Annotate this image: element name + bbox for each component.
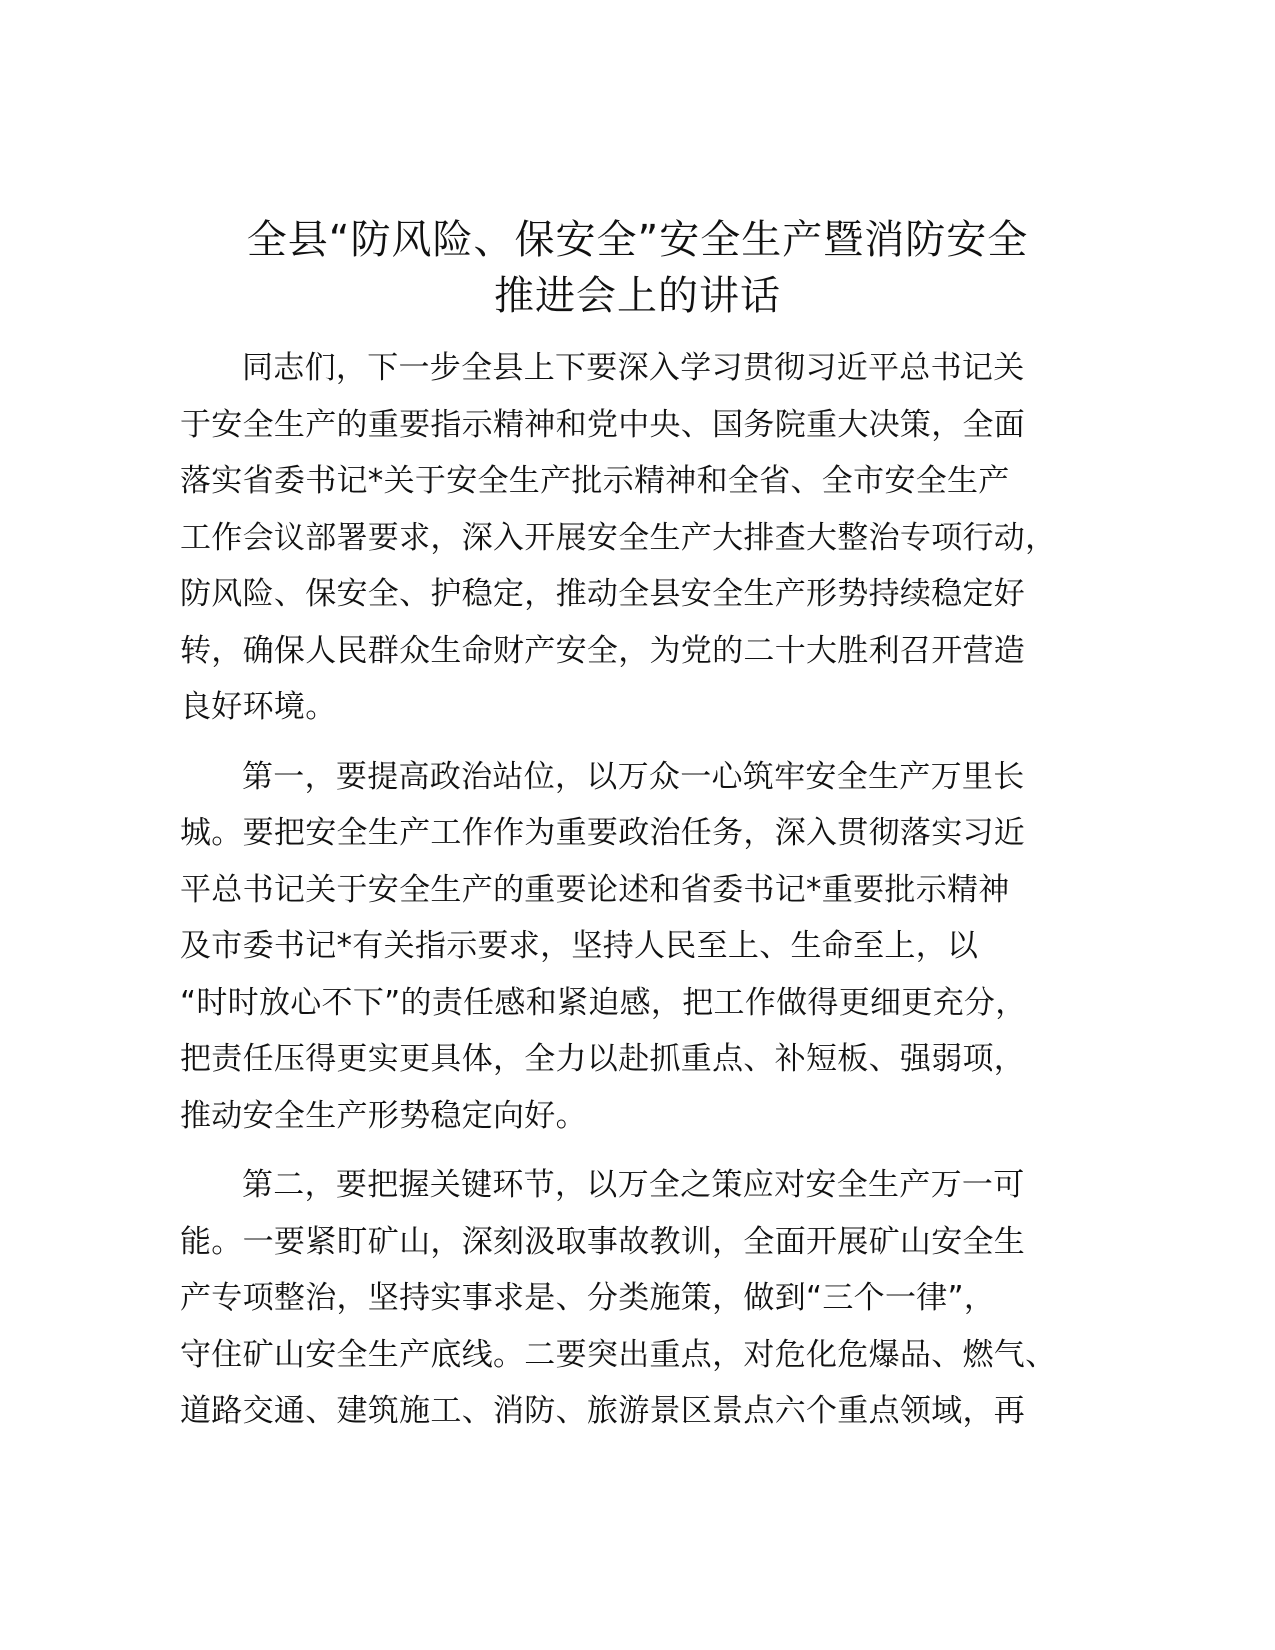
text-line: 同志们，下一步全县上下要深入学习贯彻习近平总书记关 <box>242 350 1025 386</box>
text-line: 能。一要紧盯矿山，深刻汲取事故教训，全面开展矿山安全生 <box>180 1223 1026 1260</box>
paragraph-first-point <box>180 749 1060 1145</box>
text-line: “时时放心不下”的责任感和紧迫感，把工作做得更细更充分， <box>180 984 1027 1021</box>
text-line: 平总书记关于安全生产的重要论述和省委书记*重要批示精神 <box>180 871 1010 908</box>
title-line-1: 全县“防风险、保安全”安全生产暨消防安全 <box>246 217 1029 263</box>
document-title <box>150 212 1125 324</box>
paragraph-second-point <box>180 1157 1060 1440</box>
text-line: 落实省委书记*关于安全生产批示精神和全省、全市安全生产 <box>180 463 1010 499</box>
text-line: 产专项整治，坚持实事求是、分类施策，做到“三个一律”， <box>180 1280 996 1316</box>
text-line: 工作会议部署要求，深入开展安全生产大排查大整治专项行动， <box>180 519 1057 556</box>
text-line: 第一，要提高政治站位，以万众一心筑牢安全生产万里长 <box>242 758 1025 795</box>
text-line: 城。要把安全生产工作作为重要政治任务，深入贯彻落实习近 <box>180 815 1026 851</box>
paragraph-intro <box>180 340 1060 736</box>
text-line: 防风险、保安全、护稳定，推动全县安全生产形势持续稳定好 <box>180 576 1026 612</box>
title-line-2: 推进会上的讲话 <box>494 273 781 319</box>
text-line: 把责任压得更实更具体，全力以赴抓重点、补短板、强弱项， <box>180 1041 1026 1077</box>
text-line: 推动安全生产形势稳定向好。 <box>180 1097 587 1134</box>
text-line: 于安全生产的重要指示精神和党中央、国务院重大决策，全面 <box>180 406 1026 443</box>
text-line: 第二，要把握关键环节，以万全之策应对安全生产万一可 <box>242 1167 1025 1203</box>
text-line: 及市委书记*有关指示要求，坚持人民至上、生命至上，以 <box>180 928 979 964</box>
text-line: 守住矿山安全生产底线。二要突出重点，对危化危爆品、燃气、 <box>180 1336 1057 1373</box>
text-line: 良好环境。 <box>180 689 337 725</box>
document-body <box>180 340 1060 1440</box>
text-line: 道路交通、建筑施工、消防、旅游景区景点六个重点领域，再 <box>180 1393 1026 1429</box>
text-line: 转，确保人民群众生命财产安全，为党的二十大胜利召开营造 <box>180 632 1026 669</box>
